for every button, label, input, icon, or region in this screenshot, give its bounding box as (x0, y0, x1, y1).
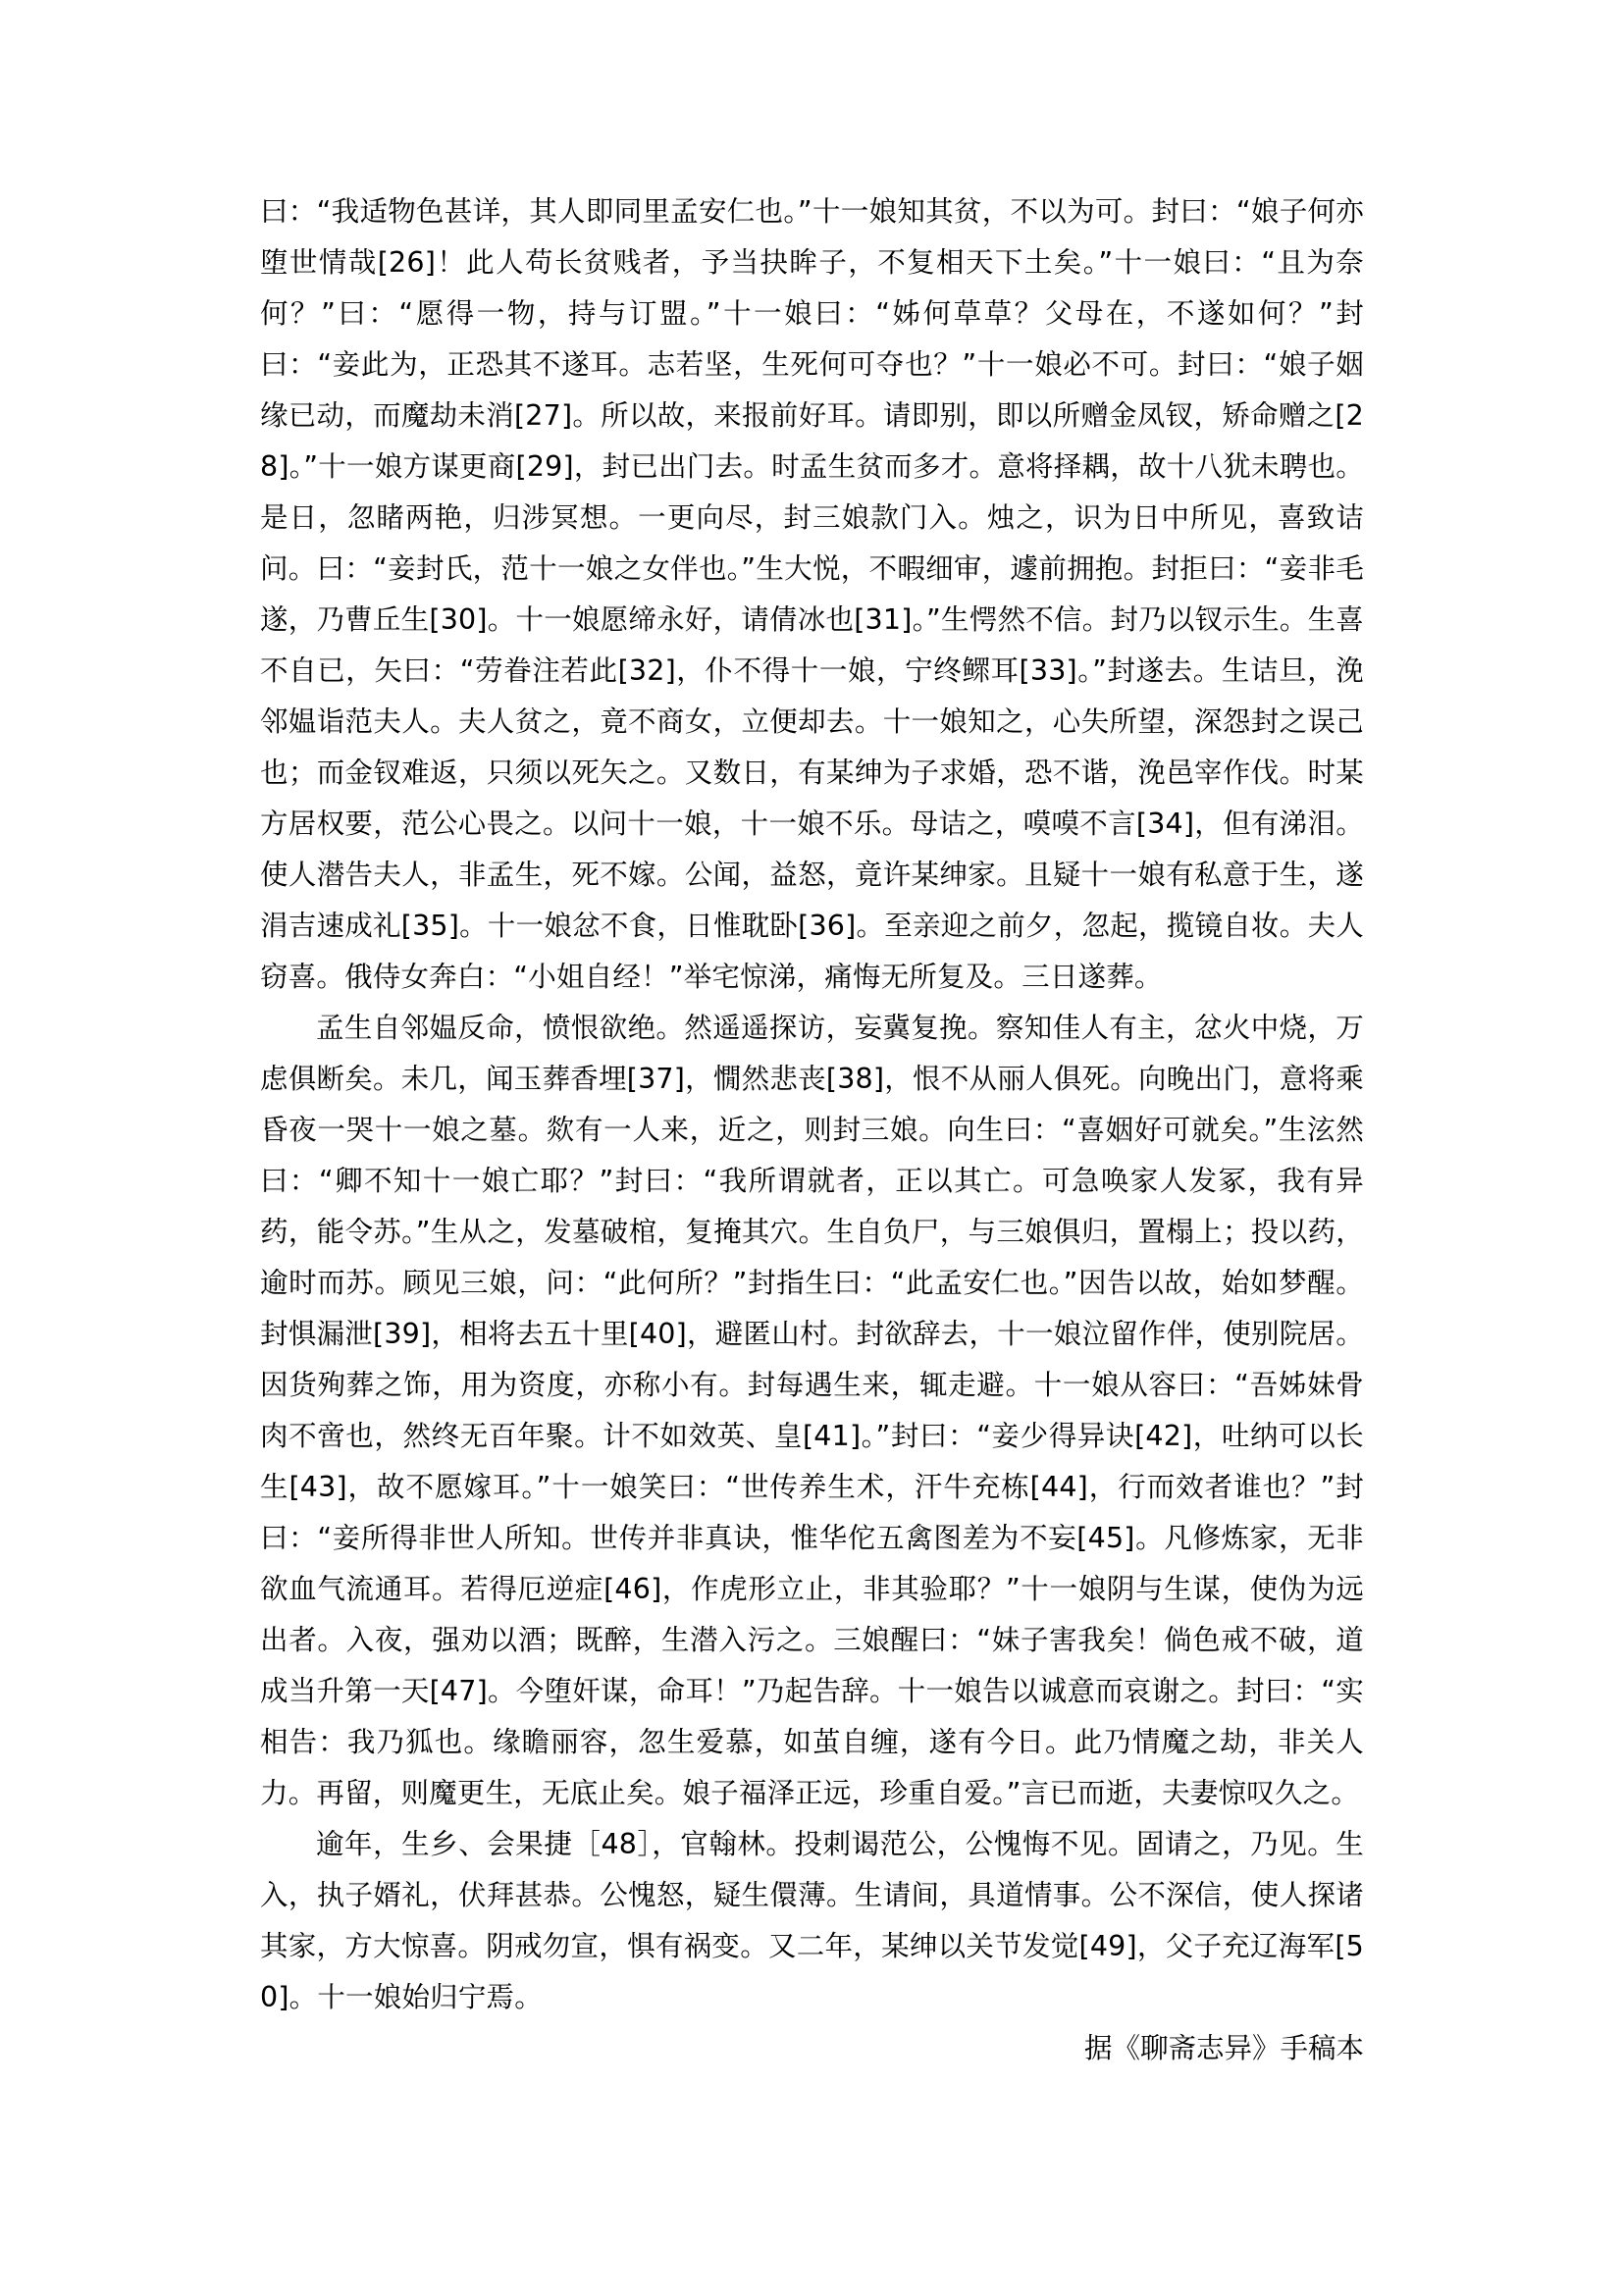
source-attribution: 据《聊斋志异》手稿本 (1083, 2032, 1364, 2064)
body-paragraph: 孟生自邻媪反命，愤恨欲绝。然遥遥探访，妄冀复挽。察知佳人有主，忿火中烧，万虑俱断矣。未几，闻玉葬香埋[37]，憪然悲丧[38]，恨不从丽人俱死。向晚出门，意将乘昏夜一哭十一娘之墓。欻有一人来，近之，则封三娘。向生曰：“喜姻好可就矣。”生泫然曰：“卿不知十一娘亡耶？”封曰：“我所谓就者，正以其亡。可急唤家人发冢，我有异药，能令苏。”生从之，发墓破棺，复掩其穴。生自负尸，与三娘俱归，置榻上；投以药，逾时而苏。顾见三娘，问：“此何所？”封指生曰：“此孟安仁也。”因告以故，始如梦醒。封惧漏泄[39]，相将去五十里[40]，避匿山村。封欲辞去，十一娘泣留作伴，使别院居。因货殉葬之饰，用为资度，亦称小有。封每遇生来，辄走避。十一娘从容曰：“吾姊妹骨肉不啻也，然终无百年聚。计不如效英、皇[41]。”封曰：“妾少得异诀[42]，吐纳可以长生[43]，故不愿嫁耳。”十一娘笑曰：“世传养生术，汗牛充栋[44]，行而效者谁也？”封曰：“妾所得非世人所知。世传并非真诀，惟华佗五禽图差为不妄[45]。凡修炼家，无非欲血气流通耳。若得厄逆症[46]，作虎形立止，非其验耶？”十一娘阴与生谋，使伪为远出者。入夜，强劝以酒；既醉，生潜入污之。三娘醒曰：“妹子害我矣！倘色戒不破，道成当升第一天[47]。今堕奸谋，命耳！”乃起告辞。十一娘告以诚意而哀谢之。封曰：“实相告：我乃狐也。缘瞻丽容，忽生爱慕，如茧自缠，遂有今日。此乃情魔之劫，非关人力。再留，则魔更生，无底止矣。娘子福泽正远，珍重自爱。”言已而逝，夫妻惊叹久之。 (260, 1012, 1364, 1809)
body-paragraph: 逾年，生乡、会果捷［48］，官翰林。投刺谒范公，公愧悔不见。固请之，乃见。生入，执子婿礼，伏拜甚恭。公愧怒，疑生儇薄。生请间，具道情事。公不深信，使人探诸其家，方大惊喜。阴戒勿宣，惧有祸变。又二年，某绅以关节发觉[49]，父子充辽海军[50]。十一娘始归宁焉。 (260, 1828, 1364, 2013)
page-text-column (260, 186, 1364, 2074)
body-paragraph: 曰：“我适物色甚详，其人即同里孟安仁也。”十一娘知其贫，不以为可。封曰：“娘子何亦堕世情哉[26]！此人苟长贫贱者，予当抉眸子，不复相天下土矣。”十一娘曰：“且为奈何？”曰：“愿得一物，持与订盟。”十一娘曰：“姊何草草？父母在，不遂如何？”封曰：“妾此为，正恐其不遂耳。志若坚，生死何可夺也？”十一娘必不可。封曰：“娘子姻缘已动，而魔劫未消[27]。所以故，来报前好耳。请即别，即以所赠金凤钗，矫命赠之[28]。”十一娘方谋更商[29]，封已出门去。时孟生贫而多才。意将择耦，故十八犹未聘也。是日，忽睹两艳，归涉冥想。一更向尽，封三娘款门入。烛之，识为日中所见，喜致诘问。曰：“妾封氏，范十一娘之女伴也。”生大悦，不暇细审，遽前拥抱。封拒曰：“妾非毛遂，乃曹丘生[30]。十一娘愿缔永好，请倩冰也[31]。”生愕然不信。封乃以钗示生。生喜不自已，矢曰：“劳眷注若此[32]，仆不得十一娘，宁终鳏耳[33]。”封遂去。生诘旦，浼邻媪诣范夫人。夫人贫之，竟不商女，立便却去。十一娘知之，心失所望，深怨封之误己也；而金钗难返，只须以死矢之。又数日，有某绅为子求婚，恐不谐，浼邑宰作伐。时某方居权要，范公心畏之。以问十一娘，十一娘不乐。母诘之，嗼嗼不言[34]，但有涕泪。使人潜告夫人，非孟生，死不嫁。公闻，益怒，竟许某绅家。且疑十一娘有私意于生，遂涓吉速成礼[35]。十一娘忿不食，日惟耽卧[36]。至亲迎之前夕，忽起，揽镜自妆。夫人窃喜。俄侍女奔白：“小姐自经！”举宅惊涕，痛悔无所复及。三日遂葬。 (260, 195, 1364, 993)
